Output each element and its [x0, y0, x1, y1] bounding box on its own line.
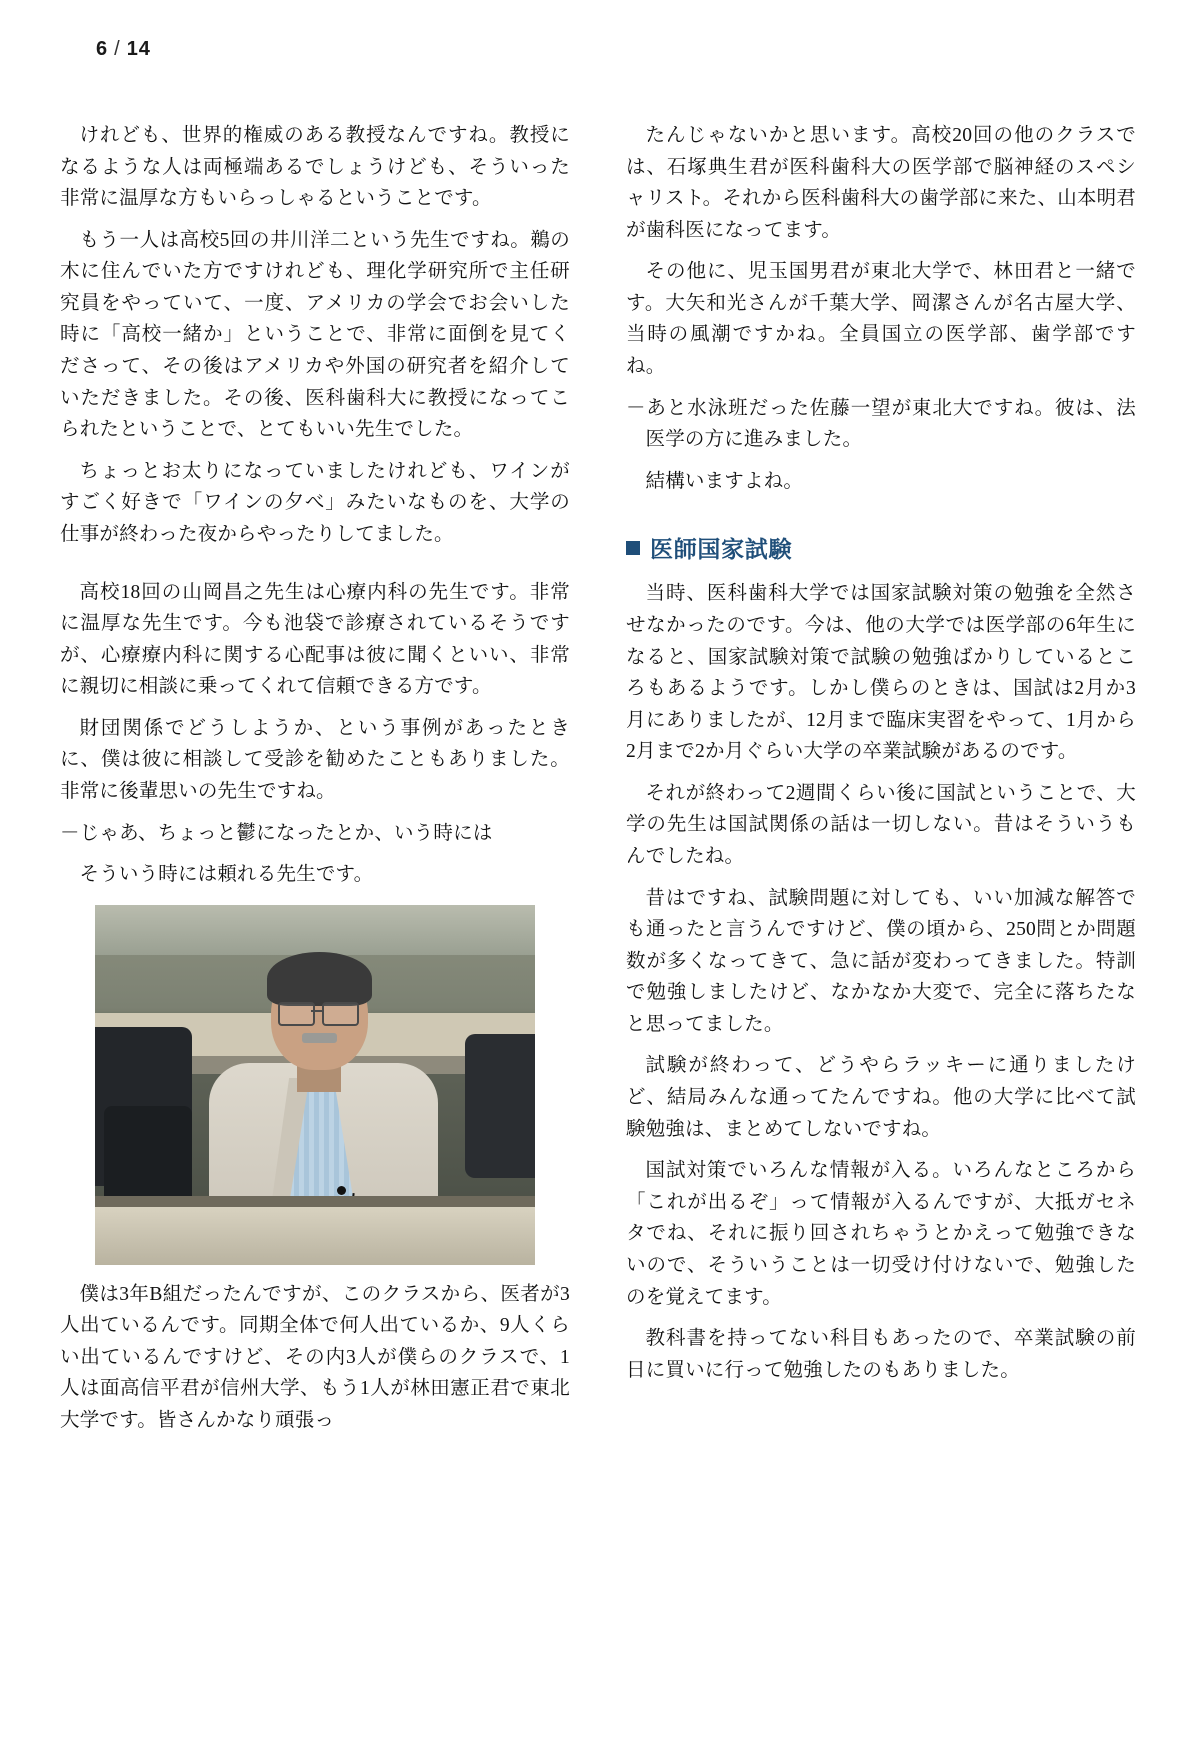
photo-front-table-edge	[95, 1196, 535, 1207]
interviewee-reply: 結構いますよね。	[645, 470, 804, 492]
interviewee-reply: そういう時には頼れる先生です。	[79, 864, 374, 886]
photo-glasses-right-lens	[322, 1002, 359, 1026]
figure	[60, 905, 570, 1265]
photo-person-mustache	[302, 1033, 337, 1044]
paragraph: たんじゃないかと思います。高校20回の他のクラスでは、石塚典生君が医科歯科大の医学部で脳神経のスペシャリスト。それから医科歯科大の歯学部に来た、山本明君が歯科医になってます。	[626, 125, 1136, 241]
right-column	[626, 120, 1136, 1447]
paragraph: 高校18回の山岡昌之先生は心療内科の先生です。非常に温厚な先生です。今も池袋で診療されているそうですが、心療療内科に関する心配事は彼に聞くといい、非常に親切に相談に乗ってくれて信頼できる方です。	[60, 581, 570, 698]
page-number-header	[96, 38, 151, 61]
paragraph: 試験が終わって、どうやらラッキーに通りましたけど、結局みんな通ってたんですね。他の大学に比べて試験勉強は、まとめてしないですね。	[626, 1055, 1136, 1140]
interviewer-question: －じゃあ、ちょっと鬱になったとか、いう時には	[60, 822, 493, 844]
figure-following-text	[60, 1279, 570, 1437]
section-title: 医師国家試験	[650, 536, 793, 563]
paragraph: 財団関係でどうしようか、という事例があったときに、僕は彼に相談して受診を勧めたこともありました。非常に後輩思いの先生ですね。	[60, 717, 570, 802]
paragraph-spacer	[60, 561, 570, 577]
page-separator: /	[114, 38, 121, 60]
square-bullet-icon	[626, 541, 640, 555]
photo-wall-panel	[95, 905, 535, 955]
left-column	[60, 120, 570, 1447]
paragraph: 当時、医科歯科大学では国家試験対策の勉強を全然させなかったのです。今は、他の大学では医学部の6年生になると、国家試験対策で試験の勉強ばかりしているところもあるようです。しかし僕らのときは、国試は2月か3月にありましたが、12月まで臨床実習をやって、1月から2月まで2か月ぐらい大学の卒業試験があるのです。	[626, 583, 1136, 763]
two-column-body	[60, 120, 1136, 1447]
paragraph: けれども、世界的権威のある教授なんですね。教授になるような人は両極端あるでしょうけども、そういった非常に温厚な方もいらっしゃるということです。	[60, 125, 570, 210]
paragraph: 国試対策でいろんな情報が入る。いろんなところから「これが出るぞ」って情報が入るんですが、大抵ガセネタでね、それに振り回されちゃうとかえって勉強できないので、そういうことは一切受け付けないで、勉強したのを覚えてます。	[626, 1160, 1136, 1308]
paragraph: それが終わって2週間くらい後に国試ということで、大学の先生は国試関係の話は一切しない。昔はそういうもんでしたね。	[626, 782, 1136, 867]
current-page-number: 6	[96, 38, 109, 60]
paragraph: その他に、児玉国男君が東北大学で、林田君と一緒です。大矢和光さんが千葉大学、岡潔さんが名古屋大学、当時の風潮ですかね。全員国立の医学部、歯学部ですね。	[626, 261, 1136, 378]
column-end-spacer	[626, 1396, 1136, 1406]
paragraph: ちょっとお太りになっていましたけれども、ワインがすごく好きで「ワインの夕べ」みたいなものを、大学の仕事が終わった夜からやったりしてました。	[60, 460, 570, 545]
interviewer-question: －あと水泳班だった佐藤一望が東北大ですね。彼は、法医学の方に進みました。	[626, 397, 1136, 451]
interview-photo-seated-man	[95, 905, 535, 1265]
photo-glasses-bridge	[311, 1010, 322, 1012]
paragraph: 昔はですね、試験問題に対しても、いい加減な解答でも通ったと言うんですけど、僕の頃から、250問とか問題数が多くなってきて、急に話が変わってきました。特訓で勉強しましたけど、なかなか大変で、完全に落ちたなと思ってました。	[626, 887, 1136, 1035]
photo-front-table	[95, 1207, 535, 1265]
total-page-number: 14	[126, 38, 151, 60]
paragraph: 教科書を持ってない科目もあったので、卒業試験の前日に買いに行って勉強したのもありました。	[626, 1328, 1136, 1381]
paragraph: もう一人は高校5回の井川洋二という先生ですね。鵜の木に住んでいた方ですけれども、理化学研究所で主任研究員をやっていて、一度、アメリカの学会でお会いした時に「高校一緒か」ということで、非常に面倒を見てくださって、その後はアメリカや外国の研究者を紹介していただきました。その後、医科歯科大に教授になってこられたということで、とてもいい先生でした。	[60, 229, 570, 441]
section-heading	[626, 531, 1136, 564]
photo-lapel-microphone	[337, 1186, 346, 1195]
paragraph: 僕は3年B組だったんですが、このクラスから、医者が3人出ているんです。同期全体で何人出ているか、9人くらい出ているんですけど、その内3人が僕らのクラスで、1人は面高信平君が信州大学、もう1人が林田憲正君で東北大学です。皆さんかなり頑張っ	[60, 1283, 570, 1432]
photo-person-hair	[267, 952, 373, 1006]
photo-chair-right	[465, 1034, 535, 1178]
photo-glasses-left-lens	[278, 1002, 315, 1026]
